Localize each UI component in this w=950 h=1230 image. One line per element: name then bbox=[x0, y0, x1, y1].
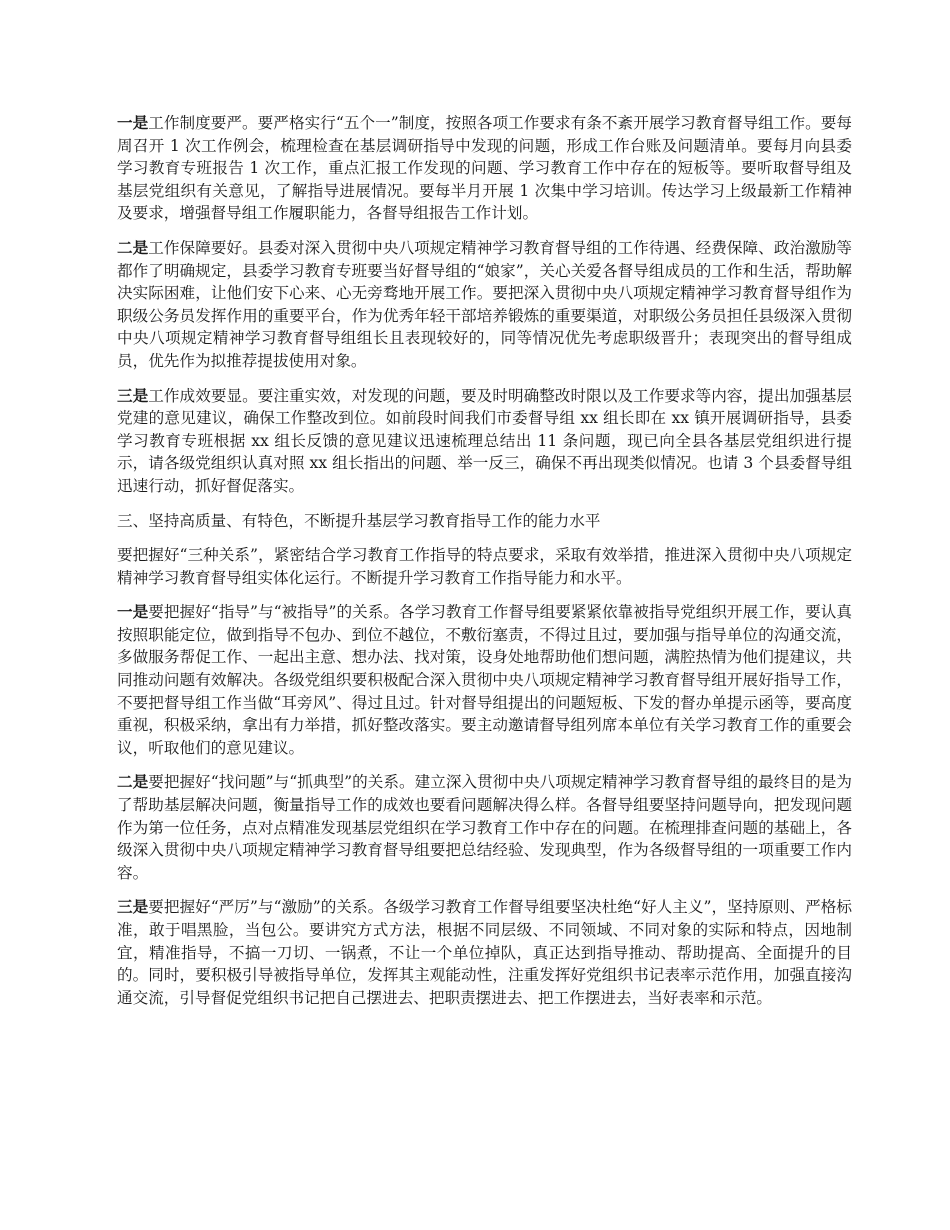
paragraph-text: 工作制度要严。要严格实行“五个一”制度，按照各项工作要求有条不紊开展学习教育督导组工作。要每周召开 1 次工作例会，梳理检查在基层调研指导中发现的问题，形成工作台账及问题清单。要每月向县委学习教育专班报告 1 次工作，重点汇报工作发现的问题、学习教育工作中存在的短板等。要听取督导组及基层党组织有关意见，了解指导进展情况。要每半月开展 1 次集中学习培训。传达学习上级最新工作精神及要求，增强督导组工作履职能力，各督导组报告工作计划。 bbox=[117, 114, 852, 223]
paragraph-2 bbox=[117, 237, 852, 373]
paragraph-text: 要把握好“找问题”与“抓典型”的关系。建立深入贯彻中央八项规定精神学习教育督导组的最终目的是为了帮助基层解决问题，衡量指导工作的成效也要看问题解决得么样。各督导组要坚持问题导向，把发现问题作为第一位任务，点对点精准发现基层党组织在学习教育工作中存在的问题。在梳理排查问题的基础上，各级深入贯彻中央八项规定精神学习教育督导组要把总结经验、发现典型，作为各级督导组的一项重要工作内容。 bbox=[117, 773, 852, 882]
paragraph-lead: 二是 bbox=[117, 772, 149, 792]
paragraph-7 bbox=[117, 896, 852, 1009]
paragraph-lead: 二是 bbox=[117, 237, 149, 257]
paragraph-text: 要把握好“严厉”与“激励”的关系。各级学习教育工作督导组要坚决杜绝“好人主义”，坚持原则、严格标准，敢于唱黑脸，当包公。要讲究方式方法，根据不同层级、不同领域、不同对象的实际和特点，因地制宜，精准指导，不搞一刀切、一锅煮，不让一个单位掉队，真正达到指导推动、帮助提高、全面提升的目的。同时，要积极引导被指导单位，发挥其主观能动性，注重发挥好党组织书记表率示范作用，加强直接沟通交流，引导督促党组织书记把自己摆进去、把职责摆进去、把工作摆进去，当好表率和示范。 bbox=[117, 898, 852, 1007]
paragraph-lead: 三是 bbox=[117, 897, 149, 917]
paragraph-1 bbox=[117, 112, 852, 225]
paragraph-lead: 一是 bbox=[117, 602, 149, 622]
paragraph-lead: 三是 bbox=[117, 385, 149, 405]
paragraph-6 bbox=[117, 771, 852, 884]
section-heading bbox=[117, 510, 852, 533]
paragraph-3 bbox=[117, 385, 852, 498]
paragraph-text: 要把握好“三种关系”，紧密结合学习教育工作指导的特点要求，采取有效举措，推进深入贯彻中央八项规定精神学习教育督导组实体化运行。不断提升学习教育工作指导能力和水平。 bbox=[117, 546, 852, 587]
paragraph-intro bbox=[117, 544, 852, 589]
paragraph-text: 要把握好“指导”与“被指导”的关系。各学习教育工作督导组要紧紧依靠被指导党组织开展工作，要认真按照职能定位，做到指导不包办、到位不越位，不敷衍塞责，不得过且过，要加强与指导单位的沟通交流，多做服务帮促工作、一起出主意、想办法、找对策，设身处地帮助他们想问题，满腔热情为他们提建议，共同推动问题有效解决。各级党组织要积极配合深入贯彻中央八项规定精神学习教育督导组开展好指导工作，不要把督导组工作当做“耳旁风”、得过且过。针对督导组提出的问题短板、下发的督办单提示函等，要高度重视，积极采纳，拿出有力举措，抓好整改落实。要主动邀请督导组列席本单位有关学习教育工作的重要会议，听取他们的意见建议。 bbox=[117, 603, 852, 757]
section-heading-text: 三、坚持高质量、有特色，不断提升基层学习教育指导工作的能力水平 bbox=[117, 511, 601, 530]
document-body bbox=[117, 112, 852, 1021]
paragraph-text: 工作成效要显。要注重实效，对发现的问题，要及时明确整改时限以及工作要求等内容，提出加强基层党建的意见建议，确保工作整改到位。如前段时间我们市委督导组 xx 组长即在 xx 镇开展调研指导，县委学习教育专班根据 xx 组长反馈的意见建议迅速梳理总结出 11 条问题，现已向全县各基层党组织进行提示，请各级党组织认真对照 xx 组长指出的问题、举一反三，确保不再出现类似情况。也请 3 个县委督导组迅速行动，抓好督促落实。 bbox=[117, 386, 852, 495]
paragraph-5 bbox=[117, 601, 852, 759]
paragraph-lead: 一是 bbox=[117, 113, 149, 132]
paragraph-text: 工作保障要好。县委对深入贯彻中央八项规定精神学习教育督导组的工作待遇、经费保障、政治激励等都作了明确规定，县委学习教育专班要当好督导组的“娘家”，关心关爱各督导组成员的工作和生活，帮助解决实际困难，让他们安下心来、心无旁骛地开展工作。要把深入贯彻中央八项规定精神学习教育督导组作为职级公务员发挥作用的重要平台，作为优秀年轻干部培养锻炼的重要渠道，对职级公务员担任县级深入贯彻中央八项规定精神学习教育督导组组长且表现较好的，同等情况优先考虑职级晋升；表现突出的督导组成员，优先作为拟推荐提拔使用对象。 bbox=[117, 238, 852, 370]
